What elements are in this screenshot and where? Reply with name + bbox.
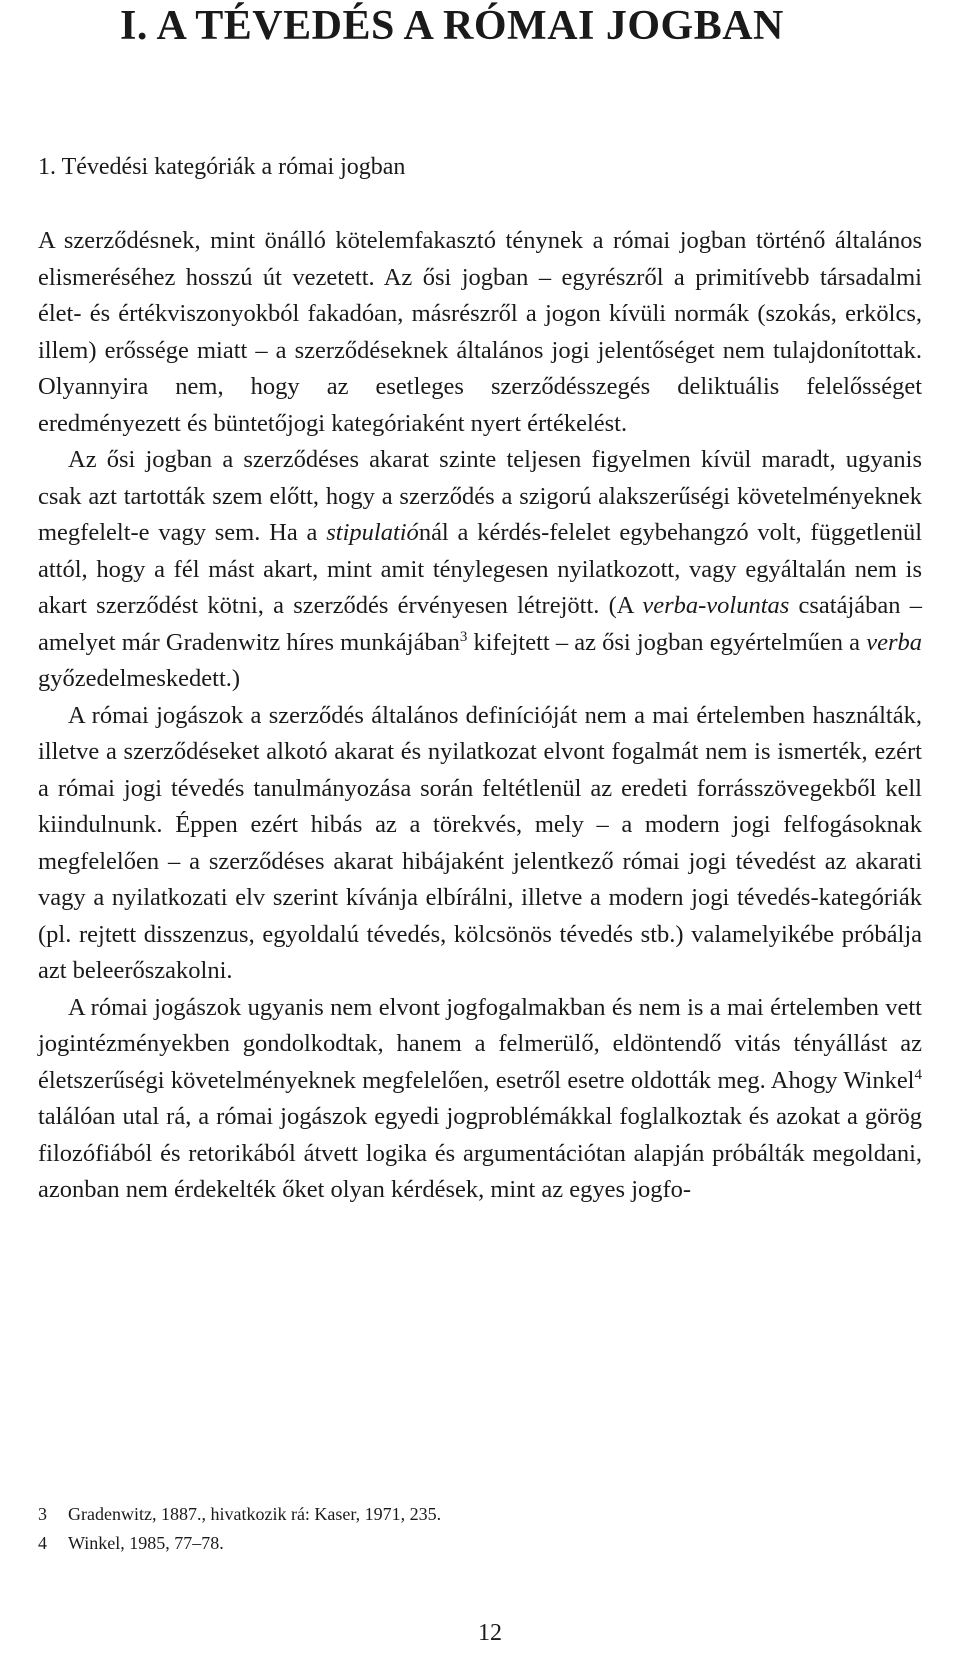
footnote-3 bbox=[38, 1500, 922, 1529]
paragraph-2-part-d: kifejtett – az ősi jogban egyértelműen a bbox=[467, 628, 867, 656]
body-text bbox=[38, 223, 922, 1209]
page-number: 12 bbox=[478, 1620, 502, 1646]
paragraph-2-italic-stipulatio: stipulatió bbox=[326, 519, 419, 546]
document-page bbox=[38, 0, 922, 1671]
paragraph-2-italic-verba: verba bbox=[866, 628, 922, 656]
paragraph-4 bbox=[38, 990, 922, 1209]
paragraph-2-part-b: nál a kérdés-felelet egybehangzó volt, függetlenül attól, hogy a fél mást akart, mint amit ténylegesen nyilatkozott, vagy egyáltalán nem is akart szerződést kötni, a szerződés érvényesen létrejött. (A bbox=[38, 519, 923, 619]
paragraph-2-part-c: csatájában – amelyet már Gradenwitz híres munkájában bbox=[38, 592, 922, 656]
paragraph-4-part-a: A római jogászok ugyanis nem elvont jogfogalmakban és nem is a mai értelemben vett jogintézményekben gondolkodtak, hanem a felmerülő, eldöntendő vitás tényállást az életszerűségi követelményeknek megfelelően, esetről esetre oldották meg. Ahogy Winkel bbox=[38, 993, 922, 1094]
footnotes bbox=[38, 1500, 922, 1558]
section-heading: 1. Tévedési kategóriák a római jogban bbox=[38, 154, 406, 180]
footnote-number: 3 bbox=[38, 1504, 47, 1524]
footnote-text: Gradenwitz, 1887., hivatkozik rá: Kaser, 1971, 235. bbox=[68, 1504, 442, 1524]
paragraph-2-part-e: győzedelmeskedett.) bbox=[38, 665, 241, 692]
paragraph-2-italic-verba-voluntas: verba-voluntas bbox=[642, 592, 790, 619]
footnote-text: Winkel, 1985, 77–78. bbox=[68, 1533, 224, 1553]
paragraph-2 bbox=[38, 442, 922, 698]
paragraph-4-part-b: találóan utal rá, a római jogászok egyedi jogproblémákkal foglalkoztak és azokat a görög filozófiából és retorikából átvett logika és argumentációtan alapján próbálták megoldani, azonban nem érdekelték őket olyan kérdések, mint az egyes jogfo- bbox=[38, 1103, 922, 1203]
paragraph-2-part-a: Az ősi jogban a szerződéses akarat szinte teljesen figyelmen kívül maradt, ugyanis csak azt tartották szem előtt, hogy a szerződés a szigorú alakszerűségi követelményeknek megfelelt-e vagy sem. Ha a bbox=[38, 446, 922, 546]
footnote-ref-3[interactable]: 3 bbox=[459, 628, 468, 645]
footnote-4 bbox=[38, 1529, 922, 1558]
paragraph-3: A római jogászok a szerződés általános definícióját nem a mai értelemben használták, illetve a szerződéseket alkotó akarat és nyilatkozat elvont fogalmát nem is ismerték, ezért a római jogi tévedés tanulmányozása során feltétlenül az eredeti forrásszövegekből kell kiindulnunk. Éppen ezért hibás az a törekvés, mely – a modern jogi felfogásoknak megfelelően – a szerződéses akarat hibájaként jelentkező római jogi tévedést az akarati vagy a nyilatkozati elv szerint kívánja elbírálni, illetve a modern jogi tévedés-kategóriák (pl. rejtett disszenzus, egyoldalú tévedés, kölcsönös tévedés stb.) valamelyikébe próbálja azt beleerőszakolni. bbox=[38, 701, 922, 984]
footnote-number: 4 bbox=[38, 1533, 47, 1553]
paragraph-1: A szerződésnek, mint önálló kötelemfakasztó ténynek a római jogban történő általános elismeréséhez hosszú út vezetett. Az ősi jogban – egyrészről a primitívebb társadalmi élet- és értékviszonyokból fakadóan, másrészről a jogon kívüli normák (szokás, erkölcs, illem) erőssége miatt – a szerződéseknek általános jogi jelentőséget nem tulajdonítottak. Olyannyira nem, hogy az esetleges szerződésszegés deliktuális felelősséget eredményezett és büntetőjogi kategóriaként nyert értékelést. bbox=[38, 227, 922, 437]
chapter-title: I. A TÉVEDÉS A RÓMAI JOGBAN bbox=[120, 3, 784, 49]
footnote-ref-4[interactable]: 4 bbox=[914, 1066, 922, 1083]
